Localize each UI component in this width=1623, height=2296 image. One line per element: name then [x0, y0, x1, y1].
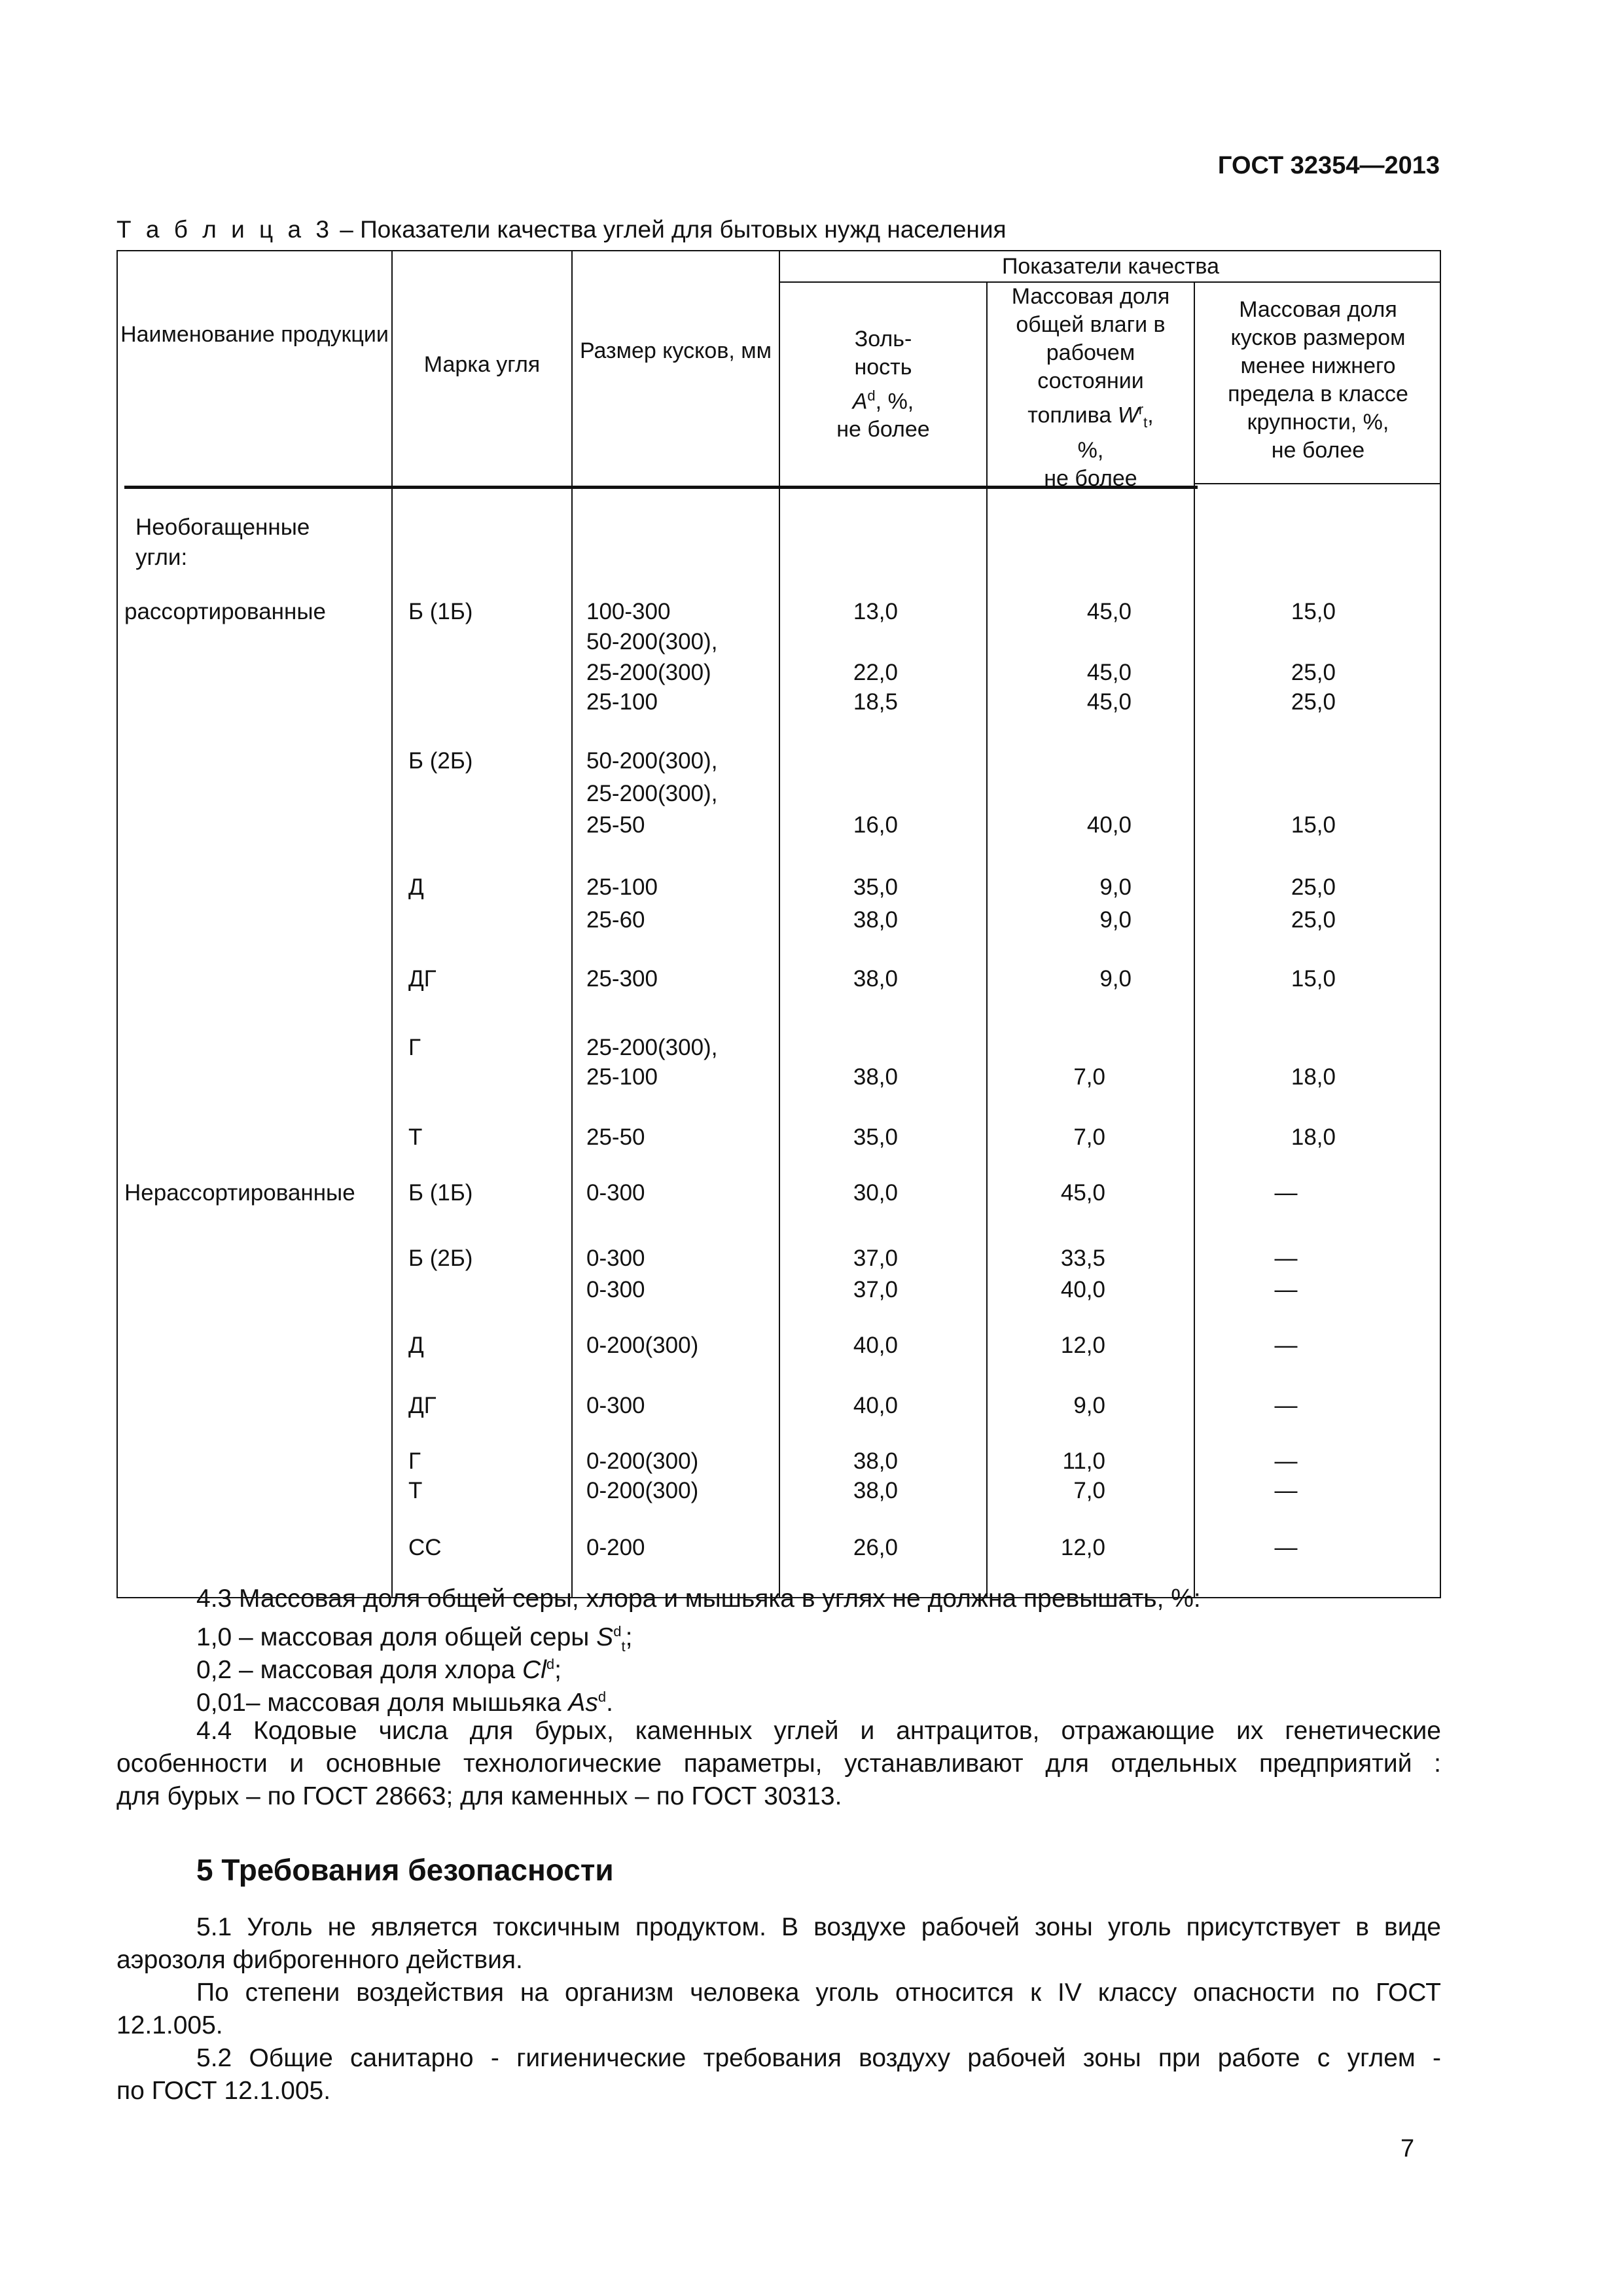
- table-divider: [1194, 281, 1195, 1598]
- section-5-title: 5 Требования безопасности: [196, 1853, 614, 1887]
- table-cell-size: 25-300: [586, 966, 658, 992]
- table-cell-ash: 38,0: [853, 1478, 898, 1503]
- table-cell-lump: —: [1274, 1393, 1298, 1418]
- document-code: ГОСТ 32354—2013: [1217, 152, 1440, 179]
- col-header-lump-line: кусков размером: [1230, 325, 1406, 350]
- col-header-moisture-symbol: топлива $W^r_t$,: [1027, 401, 1154, 431]
- table-cell-size: 50-200(300),: [586, 748, 718, 774]
- table-cell-ash: 38,0: [853, 1064, 898, 1090]
- table-cell-lump: 18,0: [1291, 1064, 1336, 1090]
- table-cell-size: 0-200: [586, 1535, 645, 1560]
- table-cell-size: 25-100: [586, 1064, 658, 1090]
- table-cell-lump: 25,0: [1291, 660, 1336, 685]
- col-header-ash-line: Золь-: [854, 327, 912, 351]
- para-5-1b-line: 12.1.005.: [116, 2011, 223, 2039]
- table-cell-size: 0-200(300): [586, 1448, 699, 1474]
- table-cell-moist: 7,0: [1073, 1064, 1105, 1090]
- table-caption: [116, 216, 1007, 243]
- table-cell-size: 0-300: [586, 1393, 645, 1418]
- table-cell-size: 25-100: [586, 874, 658, 900]
- col-header-ash-line: ность: [854, 355, 912, 380]
- table-cell-moist: 11,0: [1062, 1448, 1105, 1474]
- table-cell-ash: 30,0: [853, 1180, 898, 1206]
- table-cell-lump: —: [1274, 1478, 1298, 1503]
- table-cell-moist: 45,0: [1086, 599, 1132, 624]
- table-cell-grade: ДГ: [408, 1393, 437, 1418]
- table-cell-moist: 45,0: [1086, 689, 1132, 715]
- chlorine-end: ;: [554, 1656, 562, 1684]
- col-header-moisture-unit: %,: [1077, 438, 1104, 463]
- table-cell-ash: 35,0: [853, 874, 898, 900]
- table-cell-moist: 9,0: [1099, 966, 1132, 992]
- table-cell-moist: 7,0: [1073, 1478, 1105, 1503]
- table-divider: [571, 250, 573, 1598]
- table-cell-ash: 40,0: [853, 1333, 898, 1358]
- table-cell-size: 25-100: [586, 689, 658, 715]
- table-cell-lump: 18,0: [1291, 1124, 1336, 1150]
- para-4-4-line: для бурых – по ГОСТ 28663; для каменных – по ГОСТ 30313.: [116, 1782, 842, 1810]
- para-4-3-arsenic: [196, 1681, 613, 1719]
- moisture-symbol: W: [1117, 403, 1139, 428]
- sulfur-text: 1,0 – массовая доля общей серы: [196, 1623, 597, 1651]
- table-cell-ash: 18,5: [853, 689, 898, 715]
- table-cell-moist: 40,0: [1060, 1277, 1105, 1302]
- col-header-ash-limit: не более: [836, 417, 930, 442]
- table-cell-size: 0-300: [586, 1246, 645, 1271]
- col-header-moisture-limit: не более: [1044, 466, 1137, 492]
- para-5-2-line: 5.2 Общие санитарно - гигиенические требования воздуху рабочей зоны при работе с углем -: [196, 2044, 1441, 2072]
- table-cell-ash: 37,0: [853, 1277, 898, 1302]
- table-cell-moist: 33,5: [1060, 1246, 1105, 1271]
- moisture-subscript: t: [1143, 414, 1148, 431]
- col-header-lump-line: Массовая доля: [1239, 297, 1397, 322]
- table-cell-lump: —: [1274, 1448, 1298, 1474]
- table-cell-grade: Б (2Б): [408, 748, 473, 774]
- table-cell-lump: —: [1274, 1246, 1298, 1271]
- para-5-1b-line: По степени воздействия на организм человека уголь относится к IV классу опасности по ГОСТ: [196, 1979, 1441, 2007]
- arsenic-end: .: [606, 1689, 613, 1717]
- table-cell-lump: 15,0: [1291, 966, 1336, 992]
- table-cell-grade: Б (1Б): [408, 1180, 473, 1206]
- table-cell-grade: Г: [408, 1035, 421, 1060]
- table-cell-size: 50-200(300),: [586, 629, 718, 655]
- col-header-lump-line: предела в классе: [1228, 382, 1408, 406]
- table-cell-lump: 25,0: [1291, 689, 1336, 715]
- table-cell-ash: 38,0: [853, 907, 898, 933]
- header-separator: [1194, 483, 1441, 484]
- table-cell-lump: 25,0: [1291, 874, 1336, 900]
- table-cell-lump: 15,0: [1291, 812, 1336, 838]
- moisture-fuel-label: топлива: [1027, 403, 1112, 428]
- col-header-moisture-line: рабочем: [1046, 340, 1135, 365]
- para-5-1-line: 5.1 Уголь не является токсичным продуктом. В воздухе рабочей зоны уголь присутствует в виде: [196, 1913, 1441, 1941]
- col-header-lump-line: менее нижнего: [1240, 353, 1396, 378]
- table-cell-size: 25-200(300),: [586, 1035, 718, 1060]
- table-cell-size: 25-50: [586, 1124, 645, 1150]
- table-cell-moist: 12,0: [1060, 1535, 1105, 1560]
- ash-unit: , %,: [875, 389, 914, 414]
- table-cell-lump: —: [1274, 1180, 1298, 1206]
- table-cell-ash: 13,0: [853, 599, 898, 624]
- table-caption-prefix: Т а б л и ц а 3: [116, 216, 333, 243]
- table-cell-moist: 9,0: [1099, 907, 1132, 933]
- arsenic-text: 0,01– массовая доля мышьяка: [196, 1689, 569, 1717]
- table-cell-ash: 37,0: [853, 1246, 898, 1271]
- arsenic-superscript: d: [597, 1689, 607, 1705]
- table-divider: [391, 250, 393, 1598]
- col-header-quality-group: Показатели качества: [1001, 254, 1220, 279]
- sulfur-end: ;: [625, 1623, 633, 1651]
- table-cell-moist: 9,0: [1073, 1393, 1105, 1418]
- sulfur-symbol: S: [596, 1623, 614, 1651]
- table-cell-moist: 12,0: [1060, 1333, 1105, 1358]
- table-cell-ash: 40,0: [853, 1393, 898, 1418]
- table-cell-size: 25-60: [586, 907, 645, 933]
- table-cell-lump: —: [1274, 1333, 1298, 1358]
- table-cell-size: 0-200(300): [586, 1478, 699, 1503]
- col-header-moisture: [988, 283, 1194, 493]
- col-header-moisture-line: состоянии: [1037, 368, 1144, 393]
- table-cell-grade: СС: [408, 1535, 442, 1560]
- col-header-moisture-line: Массовая доля: [1011, 284, 1170, 309]
- col-header-lump: [1195, 296, 1441, 465]
- table-cell-size: 100-300: [586, 599, 671, 624]
- table-cell-grade: Т: [408, 1124, 423, 1150]
- chlorine-text: 0,2 – массовая доля хлора: [196, 1656, 523, 1684]
- table-cell-lump: —: [1274, 1535, 1298, 1560]
- moisture-superscript: r: [1138, 401, 1144, 418]
- table-cell-ash: 38,0: [853, 1448, 898, 1474]
- para-4-4-line: особенности и основные технологические параметры, устанавливают для отдельных предприятий :: [116, 1749, 1441, 1778]
- table-cell-size: 25-200(300): [586, 660, 711, 685]
- table-cell-moist: 9,0: [1099, 874, 1132, 900]
- table-cell-size: 0-300: [586, 1277, 645, 1302]
- table-cell-moist: 7,0: [1073, 1124, 1105, 1150]
- table-cell-grade: Б (2Б): [408, 1246, 473, 1271]
- para-5-2-line: по ГОСТ 12.1.005.: [116, 2077, 331, 2105]
- col-header-ash: [780, 325, 986, 444]
- sulfur-superscript: d: [613, 1623, 622, 1640]
- arsenic-symbol: As: [568, 1689, 598, 1717]
- table-cell-lump: 15,0: [1291, 599, 1336, 624]
- chlorine-symbol: Cl: [522, 1656, 546, 1684]
- table-cell-lump: 25,0: [1291, 907, 1336, 933]
- para-5-1-line: аэрозоля фиброгенного действия.: [116, 1946, 523, 1974]
- table-cell-grade: Д: [408, 874, 424, 900]
- table-cell-ash: 35,0: [853, 1124, 898, 1150]
- table-cell-size: 0-300: [586, 1180, 645, 1206]
- ash-superscript: d: [867, 387, 876, 404]
- table-cell-size: 25-50: [586, 812, 645, 838]
- col-header-moisture-line: общей влаги в: [1016, 312, 1166, 337]
- col-header-lump-line: крупности, %,: [1247, 410, 1389, 435]
- col-header-ash-symbol: [780, 382, 986, 416]
- table-cell-ash: 38,0: [853, 966, 898, 992]
- para-4-3: 4.3 Массовая доля общей серы, хлора и мышьяка в углях не должна превышать, %:: [196, 1585, 1201, 1613]
- table-caption-text: – Показатели качества углей для бытовых нужд населения: [332, 216, 1007, 243]
- group-label: Необогащенные угли:: [135, 514, 310, 570]
- table-cell-grade: Т: [408, 1478, 423, 1503]
- col-header-grade: Марка угля: [423, 352, 541, 377]
- table-cell-ash: 26,0: [853, 1535, 898, 1560]
- table-cell-lump: —: [1274, 1277, 1298, 1302]
- table-cell-size: 0-200(300): [586, 1333, 699, 1358]
- table-cell-grade: Г: [408, 1448, 421, 1474]
- table-cell-size: 25-200(300),: [586, 781, 718, 806]
- col-header-lump-limit: не более: [1271, 438, 1365, 463]
- ash-symbol: A: [852, 389, 868, 414]
- sulfur-subscript: t: [621, 1638, 626, 1655]
- page-number: 7: [1400, 2135, 1415, 2162]
- table-cell-grade: Д: [408, 1333, 424, 1358]
- table-cell-grade: Б (1Б): [408, 599, 473, 624]
- col-header-size: Размер кусков, мм: [579, 338, 772, 363]
- col-header-name: Наименование продукции: [120, 322, 389, 347]
- table-cell-moist: 45,0: [1060, 1180, 1105, 1206]
- chlorine-superscript: d: [546, 1656, 555, 1672]
- table-cell-moist: 45,0: [1086, 660, 1132, 685]
- table-cell-grade: ДГ: [408, 966, 437, 992]
- table-cell-moist: 40,0: [1086, 812, 1132, 838]
- table-cell-ash: 16,0: [853, 812, 898, 838]
- table-cell-name: Нерассортированные: [124, 1180, 355, 1206]
- table-cell-name: рассортированные: [124, 599, 326, 624]
- para-4-4-line: 4.4 Кодовые числа для бурых, каменных углей и антрацитов, отражающие их генетические: [196, 1717, 1441, 1745]
- table-cell-ash: 22,0: [853, 660, 898, 685]
